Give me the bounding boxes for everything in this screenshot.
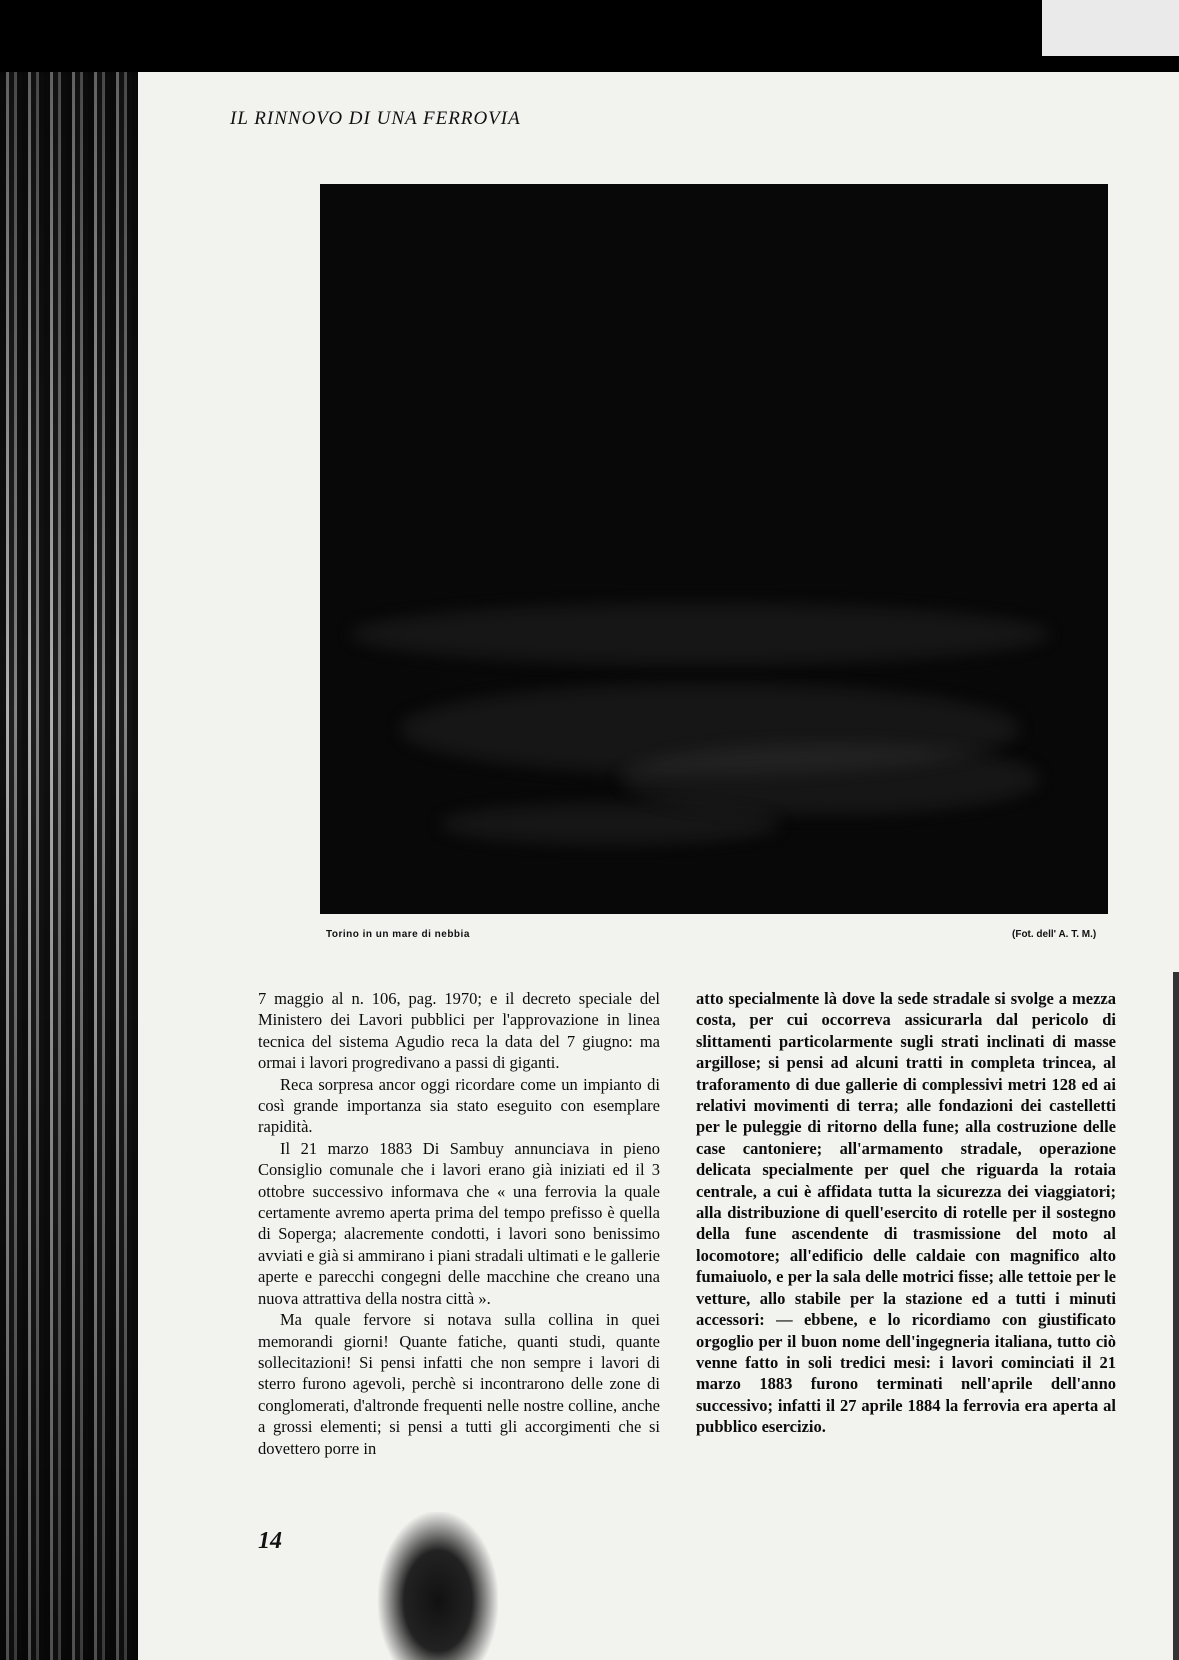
fog-band bbox=[350, 604, 1050, 664]
fog-band bbox=[440, 804, 780, 844]
page-number: 14 bbox=[258, 1528, 282, 1554]
gutter-shadow bbox=[0, 72, 138, 1660]
text-column-right bbox=[696, 988, 1116, 1438]
book-page bbox=[138, 72, 1179, 1660]
scan-corner-light bbox=[1042, 0, 1179, 56]
fog-photograph bbox=[320, 184, 1108, 914]
paragraph: Il 21 marzo 1883 Di Sambuy annunciava in pieno Consiglio comunale che i lavori erano già iniziati ed il 3 ottobre successivo informava che « una ferrovia la quale certamente avremo aperta prima del tempo prefisso è quella di Soperga; alacremente condotti, i lavori sono benissimo avviati e già si ammirano i piani stradali ultimati e le gallerie aperte e parecchi congegni delle macchine che creano una nuova attrattiva della nostra città ». bbox=[258, 1138, 660, 1308]
running-title: IL RINNOVO DI UNA FERROVIA bbox=[230, 108, 521, 129]
photo-caption: Torino in un mare di nebbia bbox=[326, 929, 470, 940]
photo-credit: (Fot. dell' A. T. M.) bbox=[1012, 929, 1097, 940]
paragraph: Ma quale fervore si notava sulla collina in quei memorandi giorni! Quante fatiche, quanti studi, quante sollecitazioni! Si pensi infatti che non sempre i lavori di sterro furono agevoli, perchè si incontrarono delle zone di conglomerati, d'altronde frequenti nelle nostre colline, anche a grossi elementi; si pensi a tutti gli accorgimenti che si dovettero porre in bbox=[258, 1310, 660, 1458]
paragraph: Reca sorpresa ancor oggi ricordare come un impianto di così grande importanza sia stato eseguito con esemplare rapidità. bbox=[258, 1074, 660, 1137]
paragraph: 7 maggio al n. 106, pag. 1970; e il decreto speciale del Ministero dei Lavori pubblici per l'approvazione in linea tecnica del sistema Agudio reca la data del 7 giugno: ma ormai i lavori progredivano a passi di giganti. bbox=[258, 989, 660, 1073]
fog-band bbox=[620, 744, 1040, 814]
page-edge-shadow bbox=[1173, 972, 1179, 1660]
ink-smudge bbox=[378, 1512, 498, 1660]
text-column-left bbox=[258, 988, 660, 1459]
paragraph: atto specialmente là dove la sede stradale si svolge a mezza costa, per cui occorreva assicurarla dal pericolo di slittamenti particolarmente sugli strati inclinati di masse argillose; si pensi ad alcuni tratti in completa trincea, al traforamento di due gallerie di complessivi metri 128 ed ai relativi movimenti di terra; alle fondazioni dei castelletti per le puleggie di ritorno della fune; alla costruzione delle case cantoniere; all'armamento stradale, operazione delicata specialmente per quel che riguarda la rotaia centrale, a cui è affidata tutta la sicurezza dei viaggiatori; alla distribuzione di quell'esercito di rotelle per il sostegno della fune ascendente di trasmissione del moto al locomotore; all'edificio delle caldaie con magnifico alto fumaiuolo, e per la sala delle motrici fisse; alle tettoie per le vetture, allo stabile per la stazione ed a tutti i minuti accessori: — ebbene, e lo ricordiamo con giustificato orgoglio per il buon nome dell'ingegneria italiana, tutto ciò venne fatto in soli tredici mesi: i lavori cominciati il 21 marzo 1883 furono terminati nell'aprile dell'anno successivo; infatti il 27 aprile 1884 la ferrovia era aperta al pubblico esercizio. bbox=[696, 989, 1116, 1437]
scan-top-border bbox=[0, 0, 1179, 72]
